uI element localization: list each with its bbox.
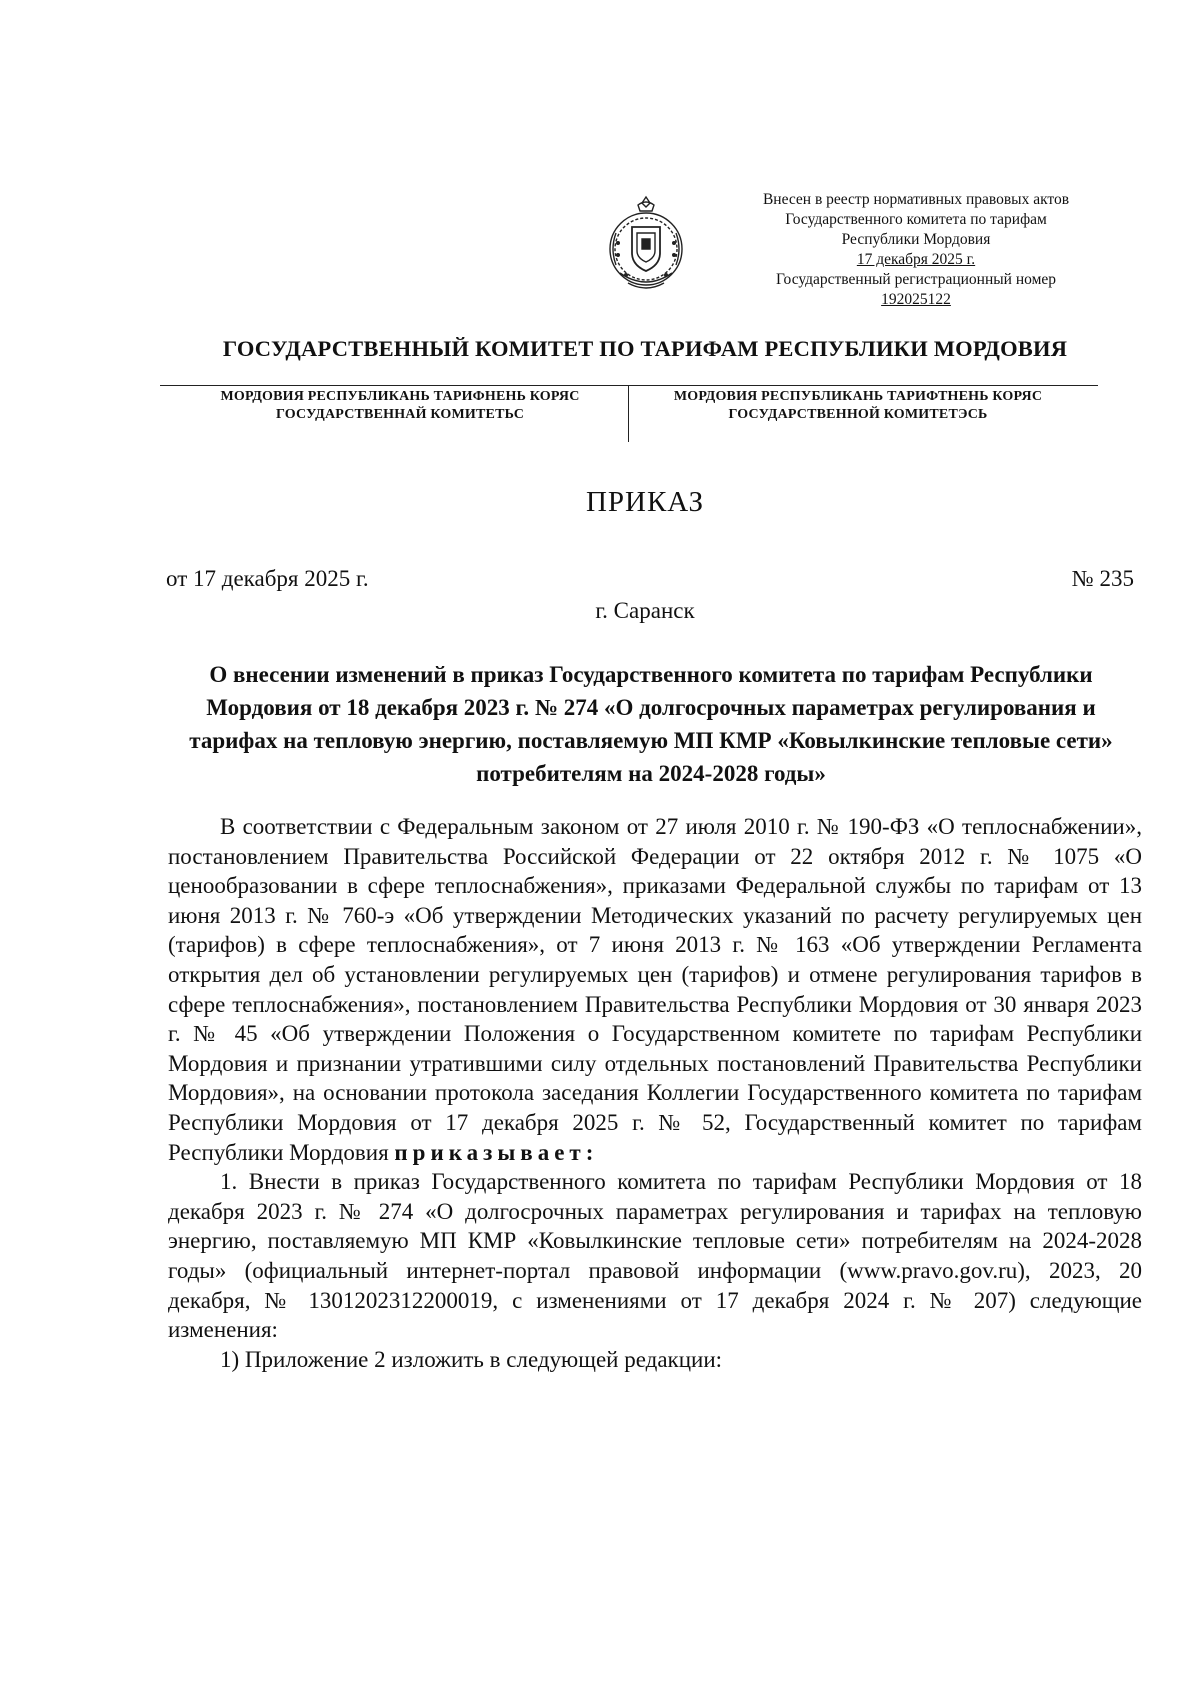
- registry-line: Государственный регистрационный номер: [775, 271, 1057, 288]
- registry-date: 17 декабря 2025 г.: [856, 251, 976, 268]
- coat-of-arms-emblem: [598, 193, 694, 297]
- committee-title: ГОСУДАРСТВЕННЫЙ КОМИТЕТ ПО ТАРИФАМ РЕСПУБЛИКИ МОРДОВИЯ: [222, 336, 1068, 361]
- header-erzya-name: [638, 388, 1078, 424]
- header-vertical-divider: [628, 386, 629, 442]
- document-date: от 17 декабря 2025 г.: [166, 566, 369, 591]
- body-paragraph-text: В соответствии с Федеральным законом от 27 июля 2010 г. № 190-ФЗ «О теплоснабжении», постановлением Правительства Российской Федерации от 22 октября 2012 г. № 1075 «О ценообразовании в сфере теплоснабжения», приказами Федеральной службы по тарифам от 13 июня 2013 г. № 760-э «Об утверждении Методических указаний по расчету регулируемых цен (тарифов) в сфере теплоснабжения», от 7 июня 2013 г. № 163 «Об утверждении Регламента открытия дел об установлении регулируемых цен (тарифов) и отмене регулирования тарифов в сфере теплоснабжения», постановлением Правительства Республики Мордовия от 30 января 2023 г. № 45 «Об утверждении Положения о Государственном комитете по тарифам Республики Мордовия и признании утратившими силу отдельных постановлений Правительства Республики Мордовия», на основании протокола заседания Коллегии Государственного комитета по тарифам Республики Мордовия от 17 декабря 2025 г. № 52, Государственный комитет по тарифам Республики Мордовия: [168, 814, 1142, 1165]
- registry-stamp: [716, 190, 1116, 310]
- header-divider-line: [160, 385, 1098, 386]
- registry-number: 192025122: [881, 291, 951, 308]
- header-subtitle-line: МОРДОВИЯ РЕСПУБЛИКАНЬ ТАРИФНЕНЬ КОРЯС: [220, 389, 580, 404]
- body-paragraph-preamble: [168, 812, 1142, 1167]
- document-type: ПРИКАЗ: [585, 486, 705, 518]
- document-city: г. Саранск: [595, 598, 695, 623]
- header-moksha-name: [190, 388, 610, 424]
- body-paragraph-subitem-1: 1) Приложение 2 изложить в следующей редакции:: [220, 1346, 723, 1372]
- body-emphasis-orders: приказывает:: [394, 1139, 599, 1165]
- registry-line: Государственного комитета по тарифам: [785, 211, 1047, 228]
- registry-line: Республики Мордовия: [841, 231, 991, 248]
- registry-line: Внесен в реестр нормативных правовых актов: [762, 191, 1070, 208]
- document-subject: О внесении изменений в приказ Государственного комитета по тарифам Республики Мордовия от 18 декабря 2023 г. № 274 «О долгосрочных параметрах регулирования и тарифах на тепловую энергию, поставляемую МП КМР «Ковылкинские тепловые сети» потребителям на 2024-2028 годы»: [189, 662, 1113, 786]
- header-subtitle-line: МОРДОВИЯ РЕСПУБЛИКАНЬ ТАРИФТНЕНЬ КОРЯС: [673, 389, 1043, 404]
- body-paragraph-item-1: 1. Внести в приказ Государственного комитета по тарифам Республики Мордовия от 18 декабря 2023 г. № 274 «О долгосрочных параметрах регулирования и тарифах на тепловую энергию, поставляемую МП КМР «Ковылкинские тепловые сети» потребителям на 2024-2028 годы» (официальный интернет-портал правовой информации (www.pravo.gov.ru), 2023, 20 декабря, № 1301202312200019, с изменениями от 17 декабря 2024 г. № 207) следующие изменения:: [168, 1169, 1142, 1343]
- document-number: № 235: [1071, 566, 1134, 591]
- header-subtitle-line: ГОСУДАРСТВЕННОЙ КОМИТЕТЭСЬ: [728, 407, 988, 422]
- header-subtitle-line: ГОСУДАРСТВЕННАЙ КОМИТЕТЬС: [275, 407, 525, 422]
- document-body: [168, 812, 1142, 1374]
